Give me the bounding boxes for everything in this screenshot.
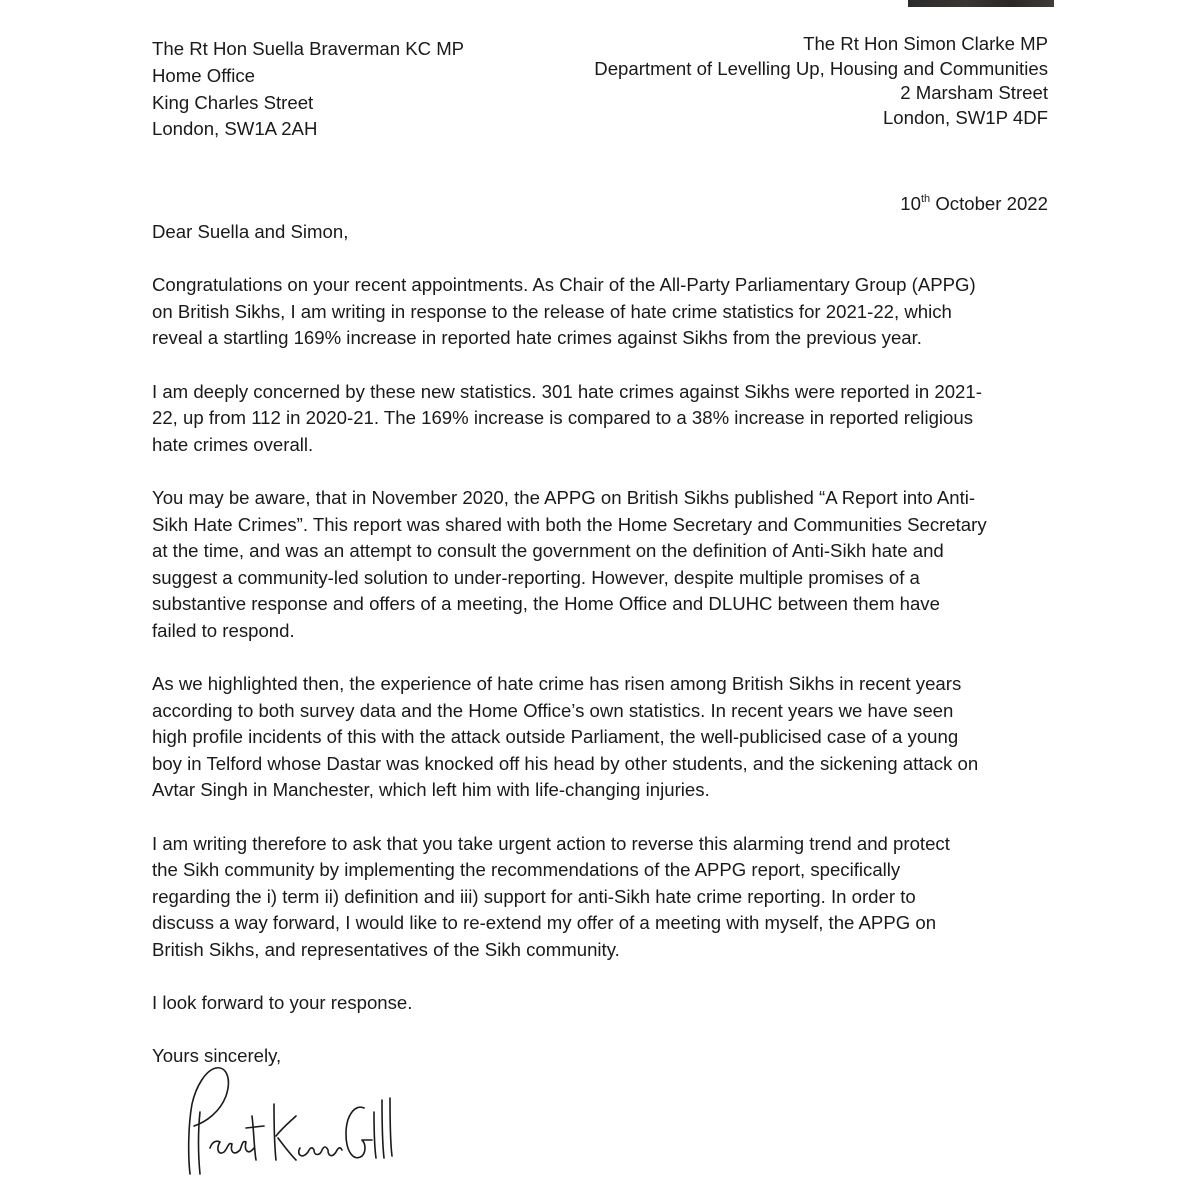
paragraph-line: hate crimes overall.	[152, 433, 314, 455]
paragraph-line: boy in Telford whose Dastar was knocked off his head by other students, and the sickening attack on	[152, 752, 979, 774]
sign-off: Yours sincerely,	[152, 1045, 282, 1067]
salutation: Dear Suella and Simon,	[152, 221, 349, 242]
paragraph-congratulations	[152, 272, 1048, 352]
second-recipient-department: Department of Levelling Up, Housing and Communities	[594, 57, 1048, 79]
handwritten-signature-icon	[176, 1056, 396, 1186]
date-month-year: October 2022	[930, 193, 1048, 214]
paragraph-line: As we highlighted then, the experience of hate crime has risen among British Sikhs in recent years	[152, 673, 962, 695]
paragraph-line: Sikh Hate Crimes”. This report was shared with both the Home Secretary and Communities Secretary	[152, 513, 987, 535]
paragraph-line: on British Sikhs, I am writing in response to the release of hate crime statistics for 2021-22, which	[152, 300, 952, 322]
paragraph-line: I am deeply concerned by these new statistics. 301 hate crimes against Sikhs were reported in 2021-	[152, 380, 982, 402]
recipient-city-postcode: London, SW1A 2AH	[152, 118, 318, 140]
date-day: 10	[900, 193, 921, 214]
date-ordinal: th	[920, 192, 931, 205]
paragraph-line: British Sikhs, and representatives of the Sikh community.	[152, 939, 620, 961]
paragraph-line: Congratulations on your recent appointments. As Chair of the All-Party Parliamentary Group (APPG)	[152, 274, 976, 296]
recipient-department: Home Office	[152, 64, 255, 86]
paragraph-line: at the time, and was an attempt to consult the government on the definition of Anti-Sikh hate and	[152, 540, 944, 562]
paragraph-line: I am writing therefore to ask that you take urgent action to reverse this alarming trend and protect	[152, 832, 950, 854]
second-recipient-street: 2 Marsham Street	[900, 82, 1048, 104]
paragraph-statistics	[152, 379, 1048, 459]
second-recipient-name: The Rt Hon Simon Clarke MP	[803, 33, 1048, 54]
paragraph-line: 22, up from 112 in 2020-21. The 169% increase is compared to a 38% increase in reported religious	[152, 407, 974, 429]
paragraph-line: the Sikh community by implementing the recommendations of the APPG report, specifically	[152, 859, 901, 881]
paragraph-line: regarding the i) term ii) definition and iii) support for anti-Sikh hate crime reporting. In order to	[152, 885, 916, 907]
recipient-name: The Rt Hon Suella Braverman KC MP	[152, 38, 465, 59]
paragraph-line: reveal a startling 169% increase in reported hate crimes against Sikhs from the previous year.	[152, 327, 922, 349]
paragraph-line: substantive response and offers of a meeting, the Home Office and DLUHC between them have	[152, 593, 940, 615]
paragraph-line: failed to respond.	[152, 619, 295, 641]
paragraph-line: suggest a community-led solution to under-reporting. However, despite multiple promises of a	[152, 566, 920, 588]
address-row	[152, 32, 1048, 142]
letter-body	[152, 32, 1048, 1070]
paragraph-line: You may be aware, that in November 2020, the APPG on British Sikhs published “A Report into Anti-	[152, 486, 976, 508]
recipient-street: King Charles Street	[152, 91, 314, 113]
paragraph-line: high profile incidents of this with the attack outside Parliament, the well-publicised case of a young	[152, 726, 959, 748]
second-recipient-city-postcode: London, SW1P 4DF	[882, 106, 1048, 128]
paragraph-report-history	[152, 485, 1048, 645]
paragraph-incidents	[152, 671, 1048, 804]
paragraph-request	[152, 831, 1048, 964]
paragraph-line: according to both survey data and the Home Office’s own statistics. In recent years we have seen	[152, 699, 954, 721]
photo-edge-fragment	[908, 0, 1054, 7]
paragraph-line: discuss a way forward, I would like to re-extend my offer of a meeting with myself, the APPG on	[152, 912, 937, 934]
closing-remark: I look forward to your response.	[152, 992, 413, 1014]
recipient-address	[152, 36, 464, 143]
letter-date	[152, 191, 1048, 217]
second-recipient-address	[594, 32, 1048, 130]
signature-drawing	[176, 1056, 396, 1186]
paragraph-line: Avtar Singh in Manchester, which left him with life-changing injuries.	[152, 779, 710, 801]
